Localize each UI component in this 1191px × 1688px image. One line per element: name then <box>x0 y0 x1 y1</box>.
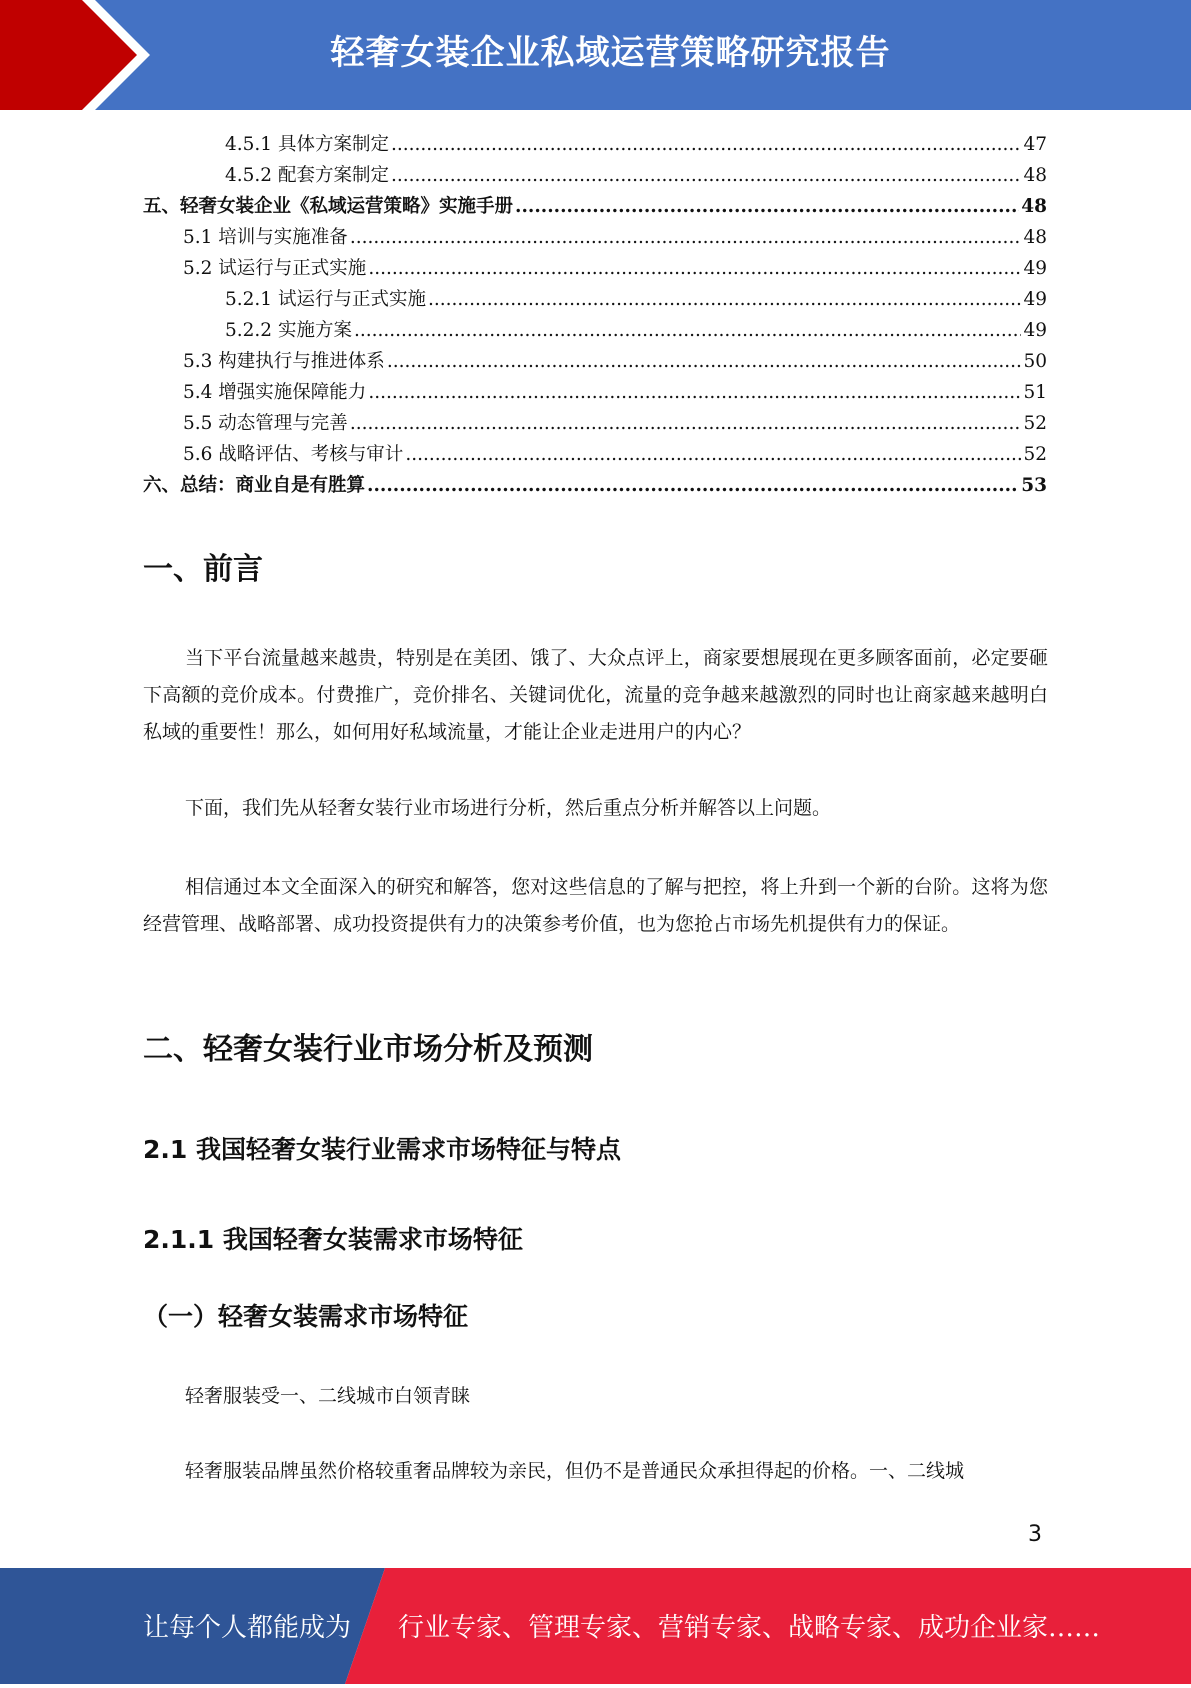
toc-entry-page: 51 <box>1023 382 1047 403</box>
toc-entry[interactable] <box>143 377 1047 408</box>
toc-dot-leader <box>367 470 1019 501</box>
section-2-heading: 二、轻奢女装行业市场分析及预测 <box>143 1032 593 1067</box>
toc-dot-leader <box>387 346 1022 377</box>
toc-entry-page: 50 <box>1023 351 1047 372</box>
preface-paragraph-3: 相信通过本文全面深入的研究和解答，您对这些信息的了解与把控，将上升到一个新的台阶。这将为您经营管理、战略部署、成功投资提供有力的决策参考价值，也为您抢占市场先机提供有力的保证。 <box>143 876 1048 935</box>
toc-entry[interactable] <box>143 129 1047 160</box>
toc-entry-title: 5.4 增强实施保障能力 <box>183 382 367 403</box>
toc-entry[interactable] <box>143 470 1047 501</box>
report-title: 轻奢女装企业私域运营策略研究报告 <box>330 33 891 73</box>
toc-entry-page: 48 <box>1023 227 1047 248</box>
table-of-contents <box>143 129 1047 501</box>
toc-dot-leader <box>350 408 1022 439</box>
toc-entry-title: 5.2.2 实施方案 <box>225 320 352 341</box>
toc-entry[interactable] <box>143 160 1047 191</box>
toc-entry-title: 4.5.1 具体方案制定 <box>225 134 389 155</box>
toc-entry[interactable] <box>143 439 1047 470</box>
toc-entry-page: 53 <box>1021 475 1047 496</box>
toc-entry-title: 5.6 战略评估、考核与审计 <box>183 444 404 465</box>
section-2-1-1-heading: 2.1.1 我国轻奢女装需求市场特征 <box>143 1225 523 1254</box>
toc-entry[interactable] <box>143 408 1047 439</box>
toc-dot-leader <box>368 377 1021 408</box>
toc-dot-leader <box>391 129 1021 160</box>
toc-entry-title: 5.3 构建执行与推进体系 <box>183 351 385 372</box>
toc-entry-title: 5.2 试运行与正式实施 <box>183 258 367 279</box>
toc-entry-page: 52 <box>1023 413 1047 434</box>
toc-entry-page: 52 <box>1023 444 1047 465</box>
toc-entry-page: 48 <box>1021 196 1047 217</box>
subsection-1-paragraph-1: 轻奢服装受一、二线城市白领青睐 <box>185 1385 471 1407</box>
header-band <box>0 0 1191 110</box>
toc-entry[interactable] <box>143 222 1047 253</box>
toc-entry-title: 五、轻奢女装企业《私域运营策略》实施手册 <box>143 196 514 217</box>
footer-slogan-right: 行业专家、管理专家、营销专家、战略专家、成功企业家…… <box>398 1613 1101 1643</box>
toc-dot-leader <box>350 222 1022 253</box>
page-number: 3 <box>1028 1522 1042 1547</box>
toc-entry-title: 5.5 动态管理与完善 <box>183 413 348 434</box>
section-2-1-heading: 2.1 我国轻奢女装行业需求市场特征与特点 <box>143 1135 621 1164</box>
footer-slogan-left: 让每个人都能成为 <box>143 1613 352 1643</box>
toc-entry-title: 六、总结：商业自是有胜算 <box>143 475 366 496</box>
toc-dot-leader <box>428 284 1021 315</box>
toc-entry[interactable] <box>143 346 1047 377</box>
toc-dot-leader <box>515 191 1019 222</box>
toc-entry[interactable] <box>143 315 1047 346</box>
toc-entry[interactable] <box>143 191 1047 222</box>
toc-entry-title: 4.5.2 配套方案制定 <box>225 165 389 186</box>
preface-heading: 一、前言 <box>143 552 263 587</box>
toc-entry-title: 5.1 培训与实施准备 <box>183 227 348 248</box>
footer-band <box>0 1568 1191 1684</box>
preface-paragraph-2: 下面，我们先从轻奢女装行业市场进行分析，然后重点分析并解答以上问题。 <box>185 797 832 819</box>
toc-entry-page: 49 <box>1023 258 1047 279</box>
toc-dot-leader <box>391 160 1021 191</box>
toc-entry-title: 5.2.1 试运行与正式实施 <box>225 289 426 310</box>
subsection-1-paragraph-2: 轻奢服装品牌虽然价格较重奢品牌较为亲民，但仍不是普通民众承担得起的价格。一、二线城 <box>185 1460 965 1482</box>
toc-entry-page: 49 <box>1023 289 1047 310</box>
toc-entry-page: 49 <box>1023 320 1047 341</box>
subsection-1-heading: （一）轻奢女装需求市场特征 <box>143 1302 469 1331</box>
toc-entry[interactable] <box>143 253 1047 284</box>
toc-entry[interactable] <box>143 284 1047 315</box>
toc-entry-page: 48 <box>1023 165 1047 186</box>
toc-dot-leader <box>368 253 1021 284</box>
preface-paragraph-1: 当下平台流量越来越贵，特别是在美团、饿了、大众点评上，商家要想展现在更多顾客面前，必定要砸下高额的竞价成本。付费推广，竞价排名、关键词优化，流量的竞争越来越激烈的同时也让商家越来越明白私域的重要性！那么，如何用好私域流量，才能让企业走进用户的内心？ <box>143 647 1048 743</box>
toc-dot-leader <box>405 439 1021 470</box>
toc-dot-leader <box>354 315 1022 346</box>
toc-entry-page: 47 <box>1023 134 1047 155</box>
